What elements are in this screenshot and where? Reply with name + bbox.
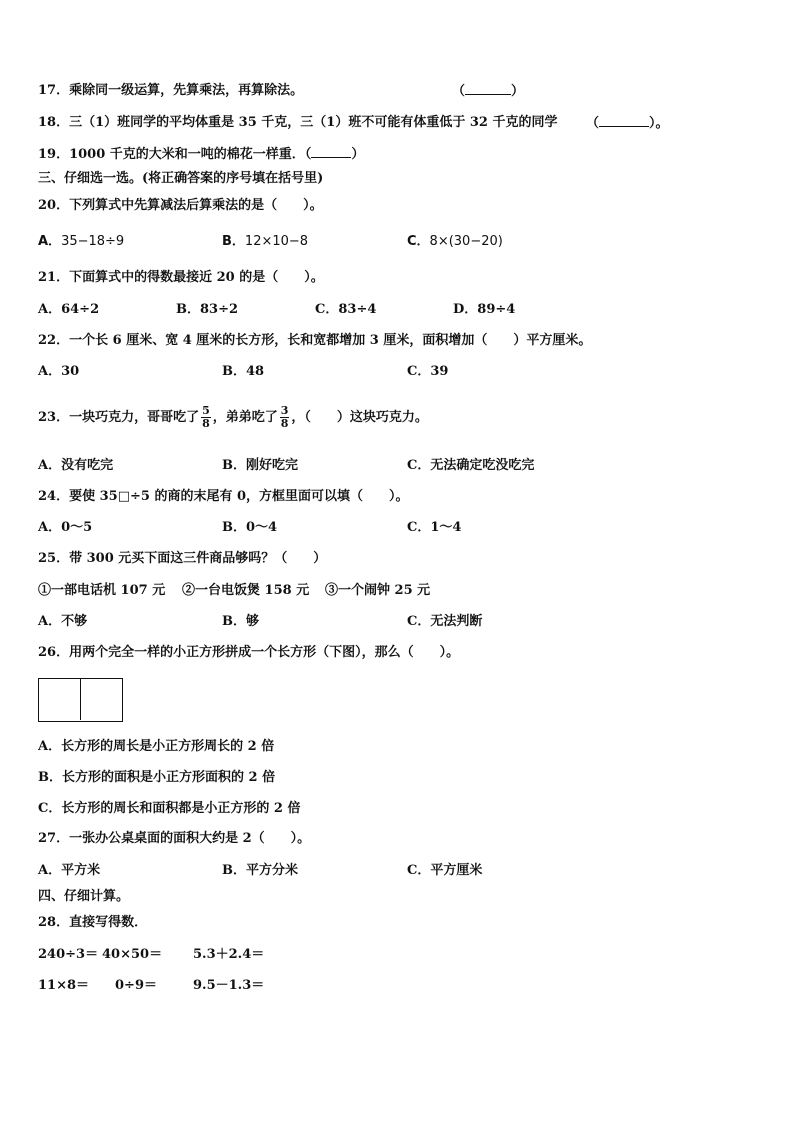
answer-blank-17[interactable]: （ ） [452,84,525,99]
q27-option-c[interactable]: C．平方厘米 [407,863,483,878]
question-19: 19．1000 千克的大米和一吨的棉花一样重．（ ） [38,147,365,162]
question-26: 26．用两个完全一样的小正方形拼成一个长方形（下图），那么（ ）。 [38,645,460,660]
section-3-heading: 三、仔细选一选。(将正确答案的序号填在括号里) [38,171,324,186]
q21-option-c[interactable]: C．83÷4 [315,302,377,317]
fraction-three-eighths: $\frac{3}{8}$ [280,404,289,430]
calc-item[interactable]: 40×50＝ [102,947,163,962]
q25-item-2: ②一台电饭煲 158 元 [182,583,310,598]
square-divider [80,678,81,720]
q26-option-c[interactable]: C．长方形的周长和面积都是小正方形的 2 倍 [38,801,301,816]
question-18 [38,114,557,132]
q20-option-a[interactable]: A．35−18÷9 [38,234,125,249]
question-text: 18．三（1）班同学的平均体重是 35 千克，三（1）班不可能有体重低于 32 千克的同学 [38,115,558,130]
question-21: 21．下面算式中的得数最接近 20 的是（ ）。 [38,270,324,285]
q21-option-d[interactable]: D．89÷4 [453,302,516,317]
q20-option-c[interactable]: C．8×(30−20) [407,234,503,249]
q23-option-a[interactable]: A．没有吃完 [38,458,114,473]
question-25: 25．带 300 元买下面这三件商品够吗？（ ） [38,551,327,566]
q24-option-c[interactable]: C．1～4 [407,520,462,535]
answer-blank-19[interactable] [311,145,351,158]
question-23: 23．一块巧克力，哥哥吃了 $\frac{5}{8}$ ，弟弟吃了 $\frac{3}{8}$ ，（ ）这块巧克力。 [38,404,428,430]
calc-item[interactable]: 11×8＝ [38,978,90,993]
q20-option-b[interactable]: B．12×10−8 [222,234,309,249]
question-27: 27．一张办公桌桌面的面积大约是 2（ ）。 [38,831,311,846]
q23-option-b[interactable]: B．刚好吃完 [222,458,299,473]
q27-option-b[interactable]: B．平方分米 [222,863,299,878]
q27-option-a[interactable]: A．平方米 [38,863,101,878]
fraction-five-eighths: $\frac{5}{8}$ [202,404,210,430]
q25-option-c[interactable]: C．无法判断 [407,614,483,629]
question-28: 28．直接写得数． [38,915,148,930]
q21-option-a[interactable]: A．64÷2 [38,302,100,317]
calc-item[interactable]: 9.5－1.3＝ [193,978,265,993]
q26-option-b[interactable]: B．长方形的面积是小正方形面积的 2 倍 [38,770,276,785]
q22-option-b[interactable]: B．48 [222,364,265,379]
q22-option-a[interactable]: A．30 [38,364,80,379]
blank-line [465,82,511,95]
q25-option-a[interactable]: A．不够 [38,614,88,629]
q23-option-c[interactable]: C．无法确定吃没吃完 [407,458,535,473]
q25-option-b[interactable]: B．够 [222,614,260,629]
question-text: 17．乘除同一级运算，先算乘法，再算除法。 [38,83,304,98]
answer-blank-18[interactable]: （ ）。 [586,116,669,131]
q24-option-b[interactable]: B．0～4 [222,520,278,535]
calc-item[interactable]: 240÷3＝ [38,947,99,962]
question-24: 24．要使 35□÷5 的商的末尾有 0，方框里面可以填（ ）。 [38,489,409,504]
q22-option-c[interactable]: C．39 [407,364,449,379]
question-17 [38,82,303,100]
section-4-heading: 四、仔细计算。 [38,889,130,904]
blank-line [599,114,649,127]
q21-option-b[interactable]: B．83÷2 [176,302,239,317]
question-22: 22．一个长 6 厘米、宽 4 厘米的长方形，长和宽都增加 3 厘米，面积增加（ ）平方厘米。 [38,333,592,348]
question-20: 20．下列算式中先算减法后算乘法的是（ ）。 [38,198,323,213]
q25-item-3: ③一个闹钟 25 元 [325,583,431,598]
q24-option-a[interactable]: A．0～5 [38,520,93,535]
calc-item[interactable]: 5.3＋2.4＝ [193,947,265,962]
question-text: 19．1000 千克的大米和一吨的棉花一样重． [38,147,305,162]
calc-item[interactable]: 0÷9＝ [115,978,157,993]
q25-item-1: ①一部电话机 107 元 [38,583,166,598]
q26-option-a[interactable]: A．长方形的周长是小正方形周长的 2 倍 [38,739,275,754]
